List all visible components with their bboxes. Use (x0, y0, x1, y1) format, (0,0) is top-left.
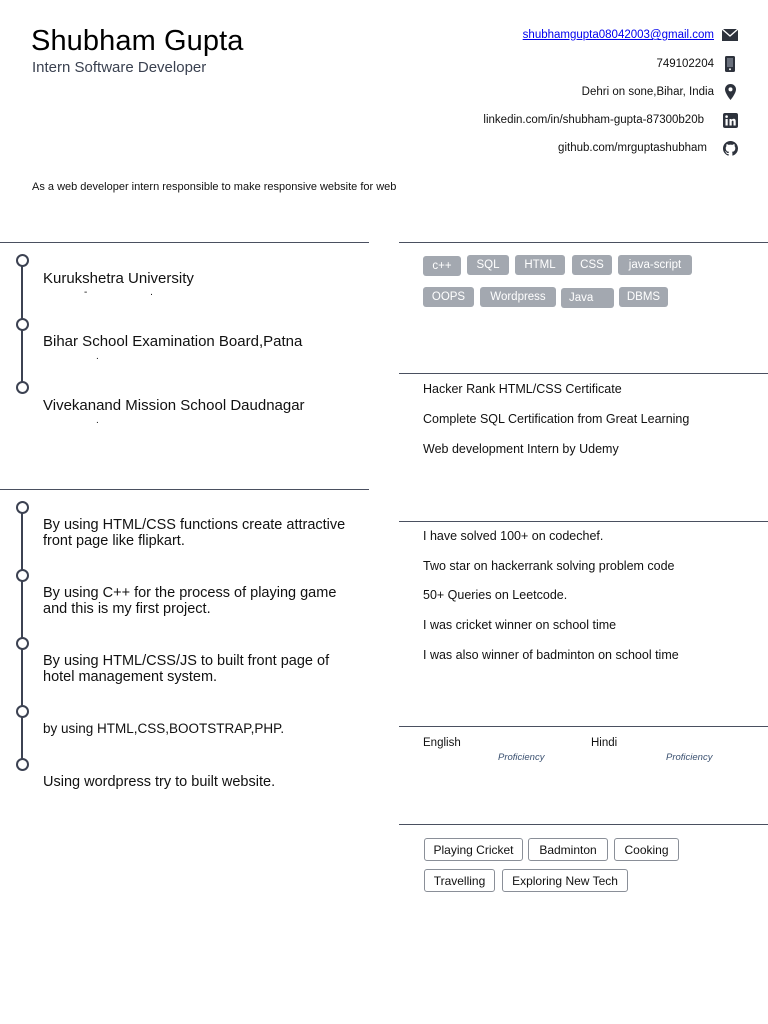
certificate-item: Hacker Rank HTML/CSS Certificate (423, 382, 622, 396)
resume-name: Shubham Gupta (31, 25, 244, 57)
certificates-divider (399, 373, 768, 374)
skill-chip: SQL (467, 255, 509, 275)
timeline-dot (16, 318, 29, 331)
hobby-tag: Exploring New Tech (502, 869, 628, 892)
project-item: By using HTML/CSS/JS to built front page of hotel management system. (43, 653, 330, 685)
contact-linkedin-row (318, 109, 738, 131)
mobile-phone-icon (722, 56, 738, 72)
timeline-dot (16, 705, 29, 718)
certificate-item: Complete SQL Certification from Great Learning (423, 412, 690, 426)
github-text[interactable]: github.com/mrguptashubham (558, 142, 707, 154)
map-pin-icon (722, 84, 738, 100)
timeline-dot (16, 381, 29, 394)
project-item: by using HTML,CSS,BOOTSTRAP,PHP. (43, 721, 285, 736)
skill-chip: CSS (572, 255, 612, 275)
linkedin-icon (722, 112, 738, 128)
email-link[interactable]: shubhamgupta08042003@gmail.com (522, 29, 714, 41)
achievement-item: 50+ Queries on Leetcode. (423, 588, 568, 602)
skill-chip: OOPS (423, 287, 474, 307)
hobby-tag: Travelling (424, 869, 495, 892)
hobbies-divider (399, 824, 768, 825)
education-title: Bihar School Examination Board,Patna (43, 333, 303, 350)
achievement-item: I have solved 100+ on codechef. (423, 529, 604, 543)
education-title: Kurukshetra University (43, 270, 194, 287)
location-text: Dehri on sone,Bihar, India (581, 86, 714, 98)
hobby-tag: Cooking (614, 838, 679, 861)
project-item: Using wordpress try to built website. (43, 774, 276, 790)
project-item: By using C++ for the process of playing game and this is my first project. (43, 585, 337, 617)
timeline-dot (16, 254, 29, 267)
phone-text: 749102204 (656, 58, 714, 70)
education-title: Vivekanand Mission School Daudnagar (43, 397, 305, 414)
education-divider (0, 242, 369, 243)
language-name: Hindi (591, 737, 618, 749)
summary-text: As a web developer intern responsible to make responsive website for web (32, 181, 397, 193)
skill-chip: DBMS (619, 287, 668, 307)
timeline-dot (16, 637, 29, 650)
timeline-dot (16, 758, 29, 771)
education-subtitle: . (96, 351, 129, 362)
achievement-item: I was also winner of badminton on school time (423, 648, 679, 662)
achievements-divider (399, 521, 768, 522)
languages-divider (399, 726, 768, 727)
education-subtitle: - . (84, 287, 183, 298)
timeline-dot (16, 569, 29, 582)
skill-chip: c++ (423, 256, 461, 276)
skill-chip: Java (561, 288, 614, 308)
skill-chip: Wordpress (480, 287, 556, 307)
hobby-tag: Playing Cricket (424, 838, 523, 861)
contact-phone-row (318, 53, 738, 75)
certificate-item: Web development Intern by Udemy (423, 442, 619, 456)
skills-divider (399, 242, 768, 243)
achievement-item: I was cricket winner on school time (423, 618, 617, 632)
contact-email-row (318, 24, 738, 46)
linkedin-text[interactable]: linkedin.com/in/shubham-gupta-87300b20b (483, 114, 704, 126)
projects-divider (0, 489, 369, 490)
education-subtitle: . (96, 415, 129, 426)
achievement-item: Two star on hackerrank solving problem code (423, 559, 675, 573)
contact-location-row (318, 81, 738, 103)
language-level: Proficiency (666, 752, 713, 763)
hobby-tag: Badminton (528, 838, 608, 861)
envelope-icon (722, 27, 738, 43)
timeline-dot (16, 501, 29, 514)
skill-chip: java-script (618, 255, 692, 275)
skill-chip: HTML (515, 255, 565, 275)
project-item: By using HTML/CSS functions create attractive front page like flipkart. (43, 517, 346, 549)
resume-role: Intern Software Developer (32, 59, 207, 76)
github-icon (722, 140, 738, 156)
contact-github-row (318, 137, 738, 159)
language-level: Proficiency (498, 752, 545, 763)
language-name: English (423, 737, 461, 749)
